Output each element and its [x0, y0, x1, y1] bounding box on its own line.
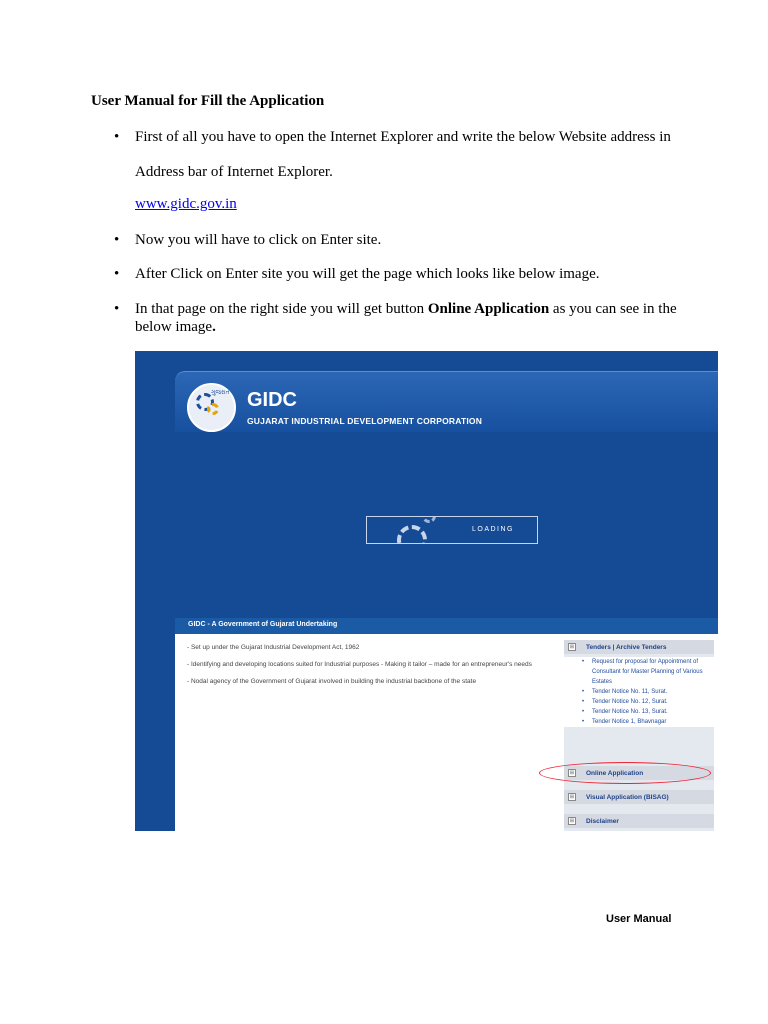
- instruction-text: Now you will have to click on Enter site.: [135, 232, 382, 248]
- about-list: [187, 643, 547, 694]
- tender-list: [564, 657, 714, 727]
- loading-text: LOADING: [472, 526, 515, 533]
- instruction-period: .: [212, 319, 216, 335]
- website-screenshot: [135, 351, 718, 831]
- highlight-circle: [539, 762, 711, 784]
- expand-icon[interactable]: ⊞: [569, 794, 575, 800]
- online-application-label[interactable]: Online Application: [586, 770, 644, 777]
- list-item: [114, 265, 599, 283]
- instruction-text: First of all you have to open the Internet Explorer and write the below Website address in: [135, 129, 671, 145]
- bullet-icon: •: [114, 266, 120, 282]
- tenders-label[interactable]: Tenders | Archive Tenders: [586, 644, 667, 651]
- list-item: - Identifying and developing locations suited for Industrial purposes - Making it tailor – made for an entrepreneur's needs: [187, 661, 532, 668]
- list-item: [114, 300, 695, 336]
- logo-text: ગુજરાત: [211, 390, 230, 396]
- tender-link[interactable]: • Tender Notice 1, Bhavnagar: [564, 717, 714, 727]
- expand-icon[interactable]: ⊞: [569, 770, 575, 776]
- tender-link[interactable]: • Tender Notice No. 11, Surat.: [564, 687, 714, 697]
- tender-link[interactable]: • Tender Notice No. 13, Surat.: [564, 707, 714, 717]
- bullet-icon: •: [114, 232, 120, 248]
- disclaimer-label[interactable]: Disclaimer: [586, 818, 619, 825]
- tenders-header[interactable]: [564, 640, 714, 654]
- tender-link[interactable]: • Request for proposal for Appointment of Consultant for Master Planning of Various Estates: [564, 657, 714, 687]
- expand-icon[interactable]: ⊞: [569, 644, 575, 650]
- bullet-icon: •: [114, 129, 120, 145]
- tender-link[interactable]: • Tender Notice No. 12, Surat.: [564, 697, 714, 707]
- visual-application-button[interactable]: [564, 790, 714, 804]
- list-item: [114, 231, 381, 249]
- gear-icon: [422, 516, 436, 523]
- footer-label: User Manual: [606, 913, 672, 925]
- website-link[interactable]: www.gidc.gov.in: [135, 196, 237, 212]
- instruction-text: as you can see in the below image: [135, 301, 677, 335]
- list-item: - Set up under the Gujarat Industrial Development Act, 1962: [187, 644, 360, 651]
- site-name: GIDC: [247, 389, 297, 411]
- instruction-emphasis: Online Application: [427, 301, 550, 317]
- content-title: GIDC - A Government of Gujarat Undertaking: [188, 621, 338, 628]
- disclaimer-button[interactable]: [564, 814, 714, 828]
- instruction-text: In that page on the right side you will get button: [135, 301, 428, 317]
- site-full-name: GUJARAT INDUSTRIAL DEVELOPMENT CORPORATION: [247, 416, 483, 426]
- page-title: User Manual for Fill the Application: [91, 93, 325, 109]
- gidc-logo-icon: [187, 383, 236, 432]
- content-title-bar: [175, 618, 718, 634]
- gear-icon: [207, 403, 219, 415]
- expand-icon[interactable]: ⊞: [569, 818, 575, 824]
- bullet-icon: •: [114, 301, 120, 317]
- gear-icon: [397, 525, 427, 544]
- list-item: [114, 128, 671, 146]
- list-item: - Nodal agency of the Government of Gujarat involved in building the industrial backbone of the state: [187, 678, 477, 685]
- loading-indicator: [366, 516, 538, 544]
- visual-application-label[interactable]: Visual Application (BISAG): [586, 794, 669, 801]
- site-content: [175, 618, 718, 831]
- instruction-text: After Click on Enter site you will get the page which looks like below image.: [135, 266, 600, 282]
- instruction-text: Address bar of Internet Explorer.: [135, 164, 333, 180]
- side-panel: [564, 640, 714, 831]
